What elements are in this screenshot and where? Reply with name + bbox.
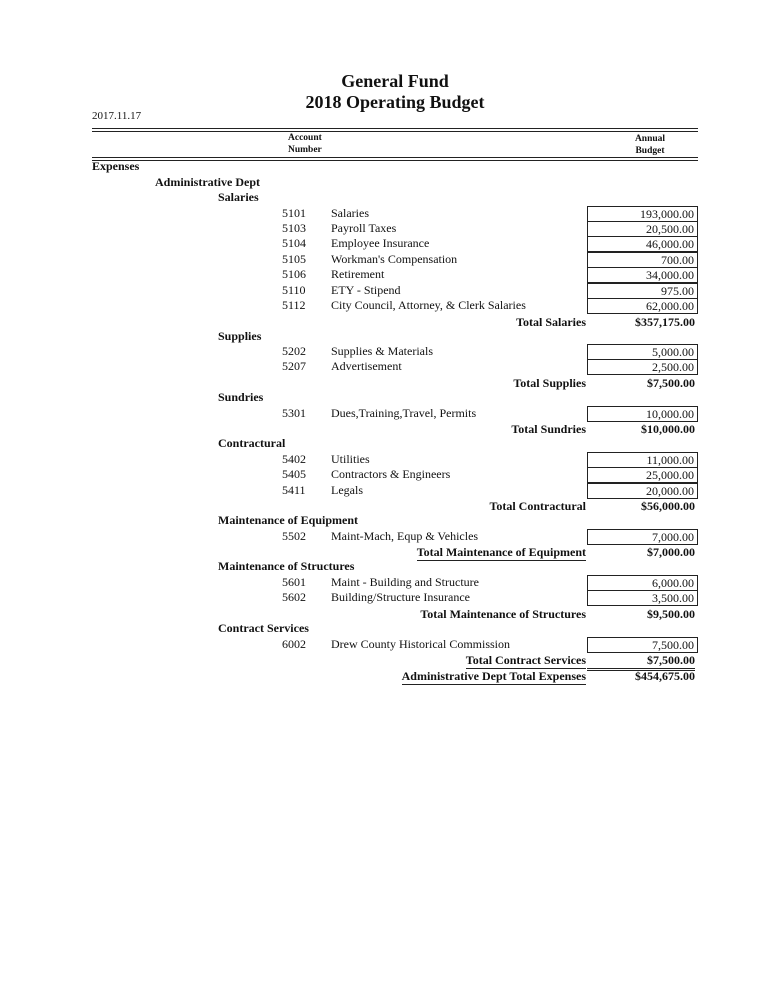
line-item-amount: 7,500.00 (587, 637, 698, 653)
account-number: 5411 (282, 483, 306, 497)
budget-row (0, 236, 768, 251)
budget-row (0, 344, 768, 359)
title-line-1: General Fund (341, 71, 449, 91)
group-total-amount: $56,000.00 (641, 499, 695, 513)
account-number: 5405 (282, 467, 306, 481)
line-item-amount: 2,500.00 (587, 359, 698, 375)
line-item-description: Utilities (331, 452, 370, 466)
budget-row (0, 206, 768, 221)
group-heading-contract-services: Contract Services (218, 621, 309, 635)
line-item-description: Retirement (331, 267, 385, 281)
department-total-amount: $454,675.00 (635, 669, 695, 683)
header-top-rule-2 (92, 131, 698, 132)
group-heading-contractural: Contractural (218, 436, 286, 450)
account-number: 5207 (282, 359, 306, 373)
budget-row (0, 575, 768, 590)
header-bottom-rule-2 (92, 160, 698, 161)
group-heading-supplies: Supplies (218, 329, 262, 343)
line-item-amount: 25,000.00 (587, 467, 698, 483)
group-total-amount: $357,175.00 (635, 315, 695, 329)
group-total-row (0, 422, 768, 437)
group-total-row (0, 499, 768, 514)
line-item-description: Drew County Historical Commission (331, 637, 510, 651)
line-item-description: Dues,Training,Travel, Permits (331, 406, 477, 420)
group-total-row (0, 376, 768, 391)
line-item-amount: 3,500.00 (587, 590, 698, 606)
department-heading: Administrative Dept (155, 175, 260, 189)
department-total-label: Administrative Dept Total Expenses (401, 669, 586, 683)
account-number: 5105 (282, 252, 306, 266)
header-top-rule (92, 128, 698, 129)
group-total-amount: $7,500.00 (647, 376, 695, 390)
line-item-description: Contractors & Engineers (331, 467, 451, 481)
group-total-label: Total Contractural (489, 499, 586, 513)
line-item-amount: 11,000.00 (587, 452, 698, 468)
account-number: 5110 (282, 283, 306, 297)
department-total-row (0, 669, 768, 684)
group-total-row (0, 607, 768, 622)
group-heading-maintenance-structures: Maintenance of Structures (218, 559, 355, 573)
line-item-amount: 975.00 (587, 283, 698, 299)
group-total-label: Total Supplies (513, 376, 586, 390)
report-date: 2017.11.17 (92, 110, 142, 122)
line-item-description: Maint - Building and Structure (331, 575, 479, 589)
line-item-description: Supplies & Materials (331, 344, 433, 358)
line-item-description: Building/Structure Insurance (331, 590, 470, 604)
budget-row (0, 406, 768, 421)
account-number: 5202 (282, 344, 306, 358)
line-item-description: Legals (331, 483, 363, 497)
account-number: 5112 (282, 298, 306, 312)
group-total-label: Total Salaries (516, 315, 586, 329)
account-number: 5601 (282, 575, 306, 589)
line-item-description: Salaries (331, 206, 369, 220)
line-item-amount: 193,000.00 (587, 206, 698, 222)
budget-row (0, 221, 768, 236)
group-total-label: Total Maintenance of Equipment (416, 545, 586, 559)
line-item-description: Advertisement (331, 359, 402, 373)
account-number: 5106 (282, 267, 306, 281)
line-item-amount: 5,000.00 (587, 344, 698, 360)
budget-row (0, 283, 768, 298)
account-number: 5602 (282, 590, 306, 604)
column-header-account (288, 132, 322, 156)
group-total-amount: $7,500.00 (587, 653, 695, 671)
budget-row (0, 590, 768, 605)
line-item-description: City Council, Attorney, & Clerk Salaries (331, 298, 526, 312)
group-total-label: Total Sundries (511, 422, 586, 436)
header-bottom-rule (92, 157, 698, 158)
group-total-amount: $10,000.00 (641, 422, 695, 436)
line-item-amount: 34,000.00 (587, 267, 698, 283)
account-number: 5502 (282, 529, 306, 543)
line-item-amount: 20,500.00 (587, 221, 698, 237)
line-item-description: Maint-Mach, Equp & Vehicles (331, 529, 479, 543)
account-number: 5301 (282, 406, 306, 420)
line-item-description: Workman's Compensation (331, 252, 458, 266)
account-number: 5104 (282, 236, 306, 250)
column-header-budget (620, 133, 680, 157)
account-number: 5402 (282, 452, 306, 466)
account-number: 6002 (282, 637, 306, 651)
line-item-description: ETY - Stipend (331, 283, 401, 297)
budget-row (0, 529, 768, 544)
budget-row (0, 298, 768, 313)
line-item-amount: 46,000.00 (587, 236, 698, 252)
group-total-amount: $7,000.00 (647, 545, 695, 559)
line-item-amount: 20,000.00 (587, 483, 698, 499)
group-total-row (0, 653, 768, 668)
group-total-row (0, 315, 768, 330)
column-header-budget-line2: Budget (635, 146, 665, 156)
account-number: 5101 (282, 206, 306, 220)
budget-row (0, 483, 768, 498)
group-heading-sundries: Sundries (218, 390, 264, 404)
title-line-2: 2018 Operating Budget (305, 92, 485, 112)
line-item-amount: 62,000.00 (587, 298, 698, 314)
account-number: 5103 (282, 221, 306, 235)
group-heading-salaries: Salaries (218, 190, 259, 204)
line-item-amount: 6,000.00 (587, 575, 698, 591)
budget-row (0, 467, 768, 482)
group-total-label: Total Maintenance of Structures (420, 607, 586, 621)
line-item-description: Payroll Taxes (331, 221, 397, 235)
line-item-amount: 7,000.00 (587, 529, 698, 545)
group-total-label: Total Contract Services (465, 653, 586, 667)
line-item-amount: 10,000.00 (587, 406, 698, 422)
column-header-account-line2: Number (288, 145, 322, 155)
column-header-budget-line1: Annual (634, 134, 666, 144)
budget-row (0, 252, 768, 267)
budget-row (0, 359, 768, 374)
budget-row (0, 637, 768, 652)
section-expenses: Expenses (92, 159, 140, 173)
budget-row (0, 452, 768, 467)
column-header-account-line1: Account (288, 133, 322, 143)
line-item-description: Employee Insurance (331, 236, 430, 250)
line-item-amount: 700.00 (587, 252, 698, 268)
group-total-amount: $9,500.00 (647, 607, 695, 621)
group-total-row (0, 545, 768, 560)
budget-row (0, 267, 768, 282)
group-heading-maintenance-equipment: Maintenance of Equipment (218, 513, 359, 527)
